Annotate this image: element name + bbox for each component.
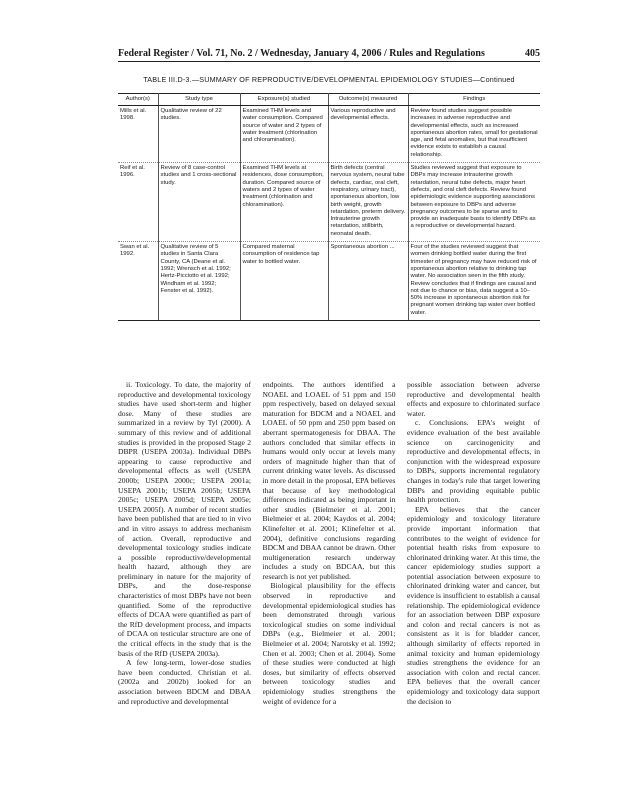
text-column-1: [118, 380, 251, 780]
cell-author: Reif et al. 1996.: [118, 163, 158, 242]
table-row: [118, 242, 540, 321]
page-number: 405: [525, 48, 540, 59]
cell-findings: Review found studies suggest possible increases in adverse reproductive and developmental effects, such as increased spontaneous abortion rates, small for gestational age, and fetal anomalies, but that insufficient evidence exists to establish a causal relationship.: [408, 106, 540, 163]
paragraph: EPA believes that the cancer epidemiology and toxicology literature provide important information that contributes to the weight of evidence for potential health risks from exposure to chlorinated drinking water. At this time, the cancer epidemiology studies support a potential association between exposure to chlorinated drinking water and cancer, but evidence is insufficient to establish a causal relationship. The epidemiological evidence for an association between DBP exposure and colon and rectal cancers is not as consistent as it is for bladder cancer, although similarity of effects reported in animal toxicity and human epidemiology studies strengthens the evidence for an association with colon and rectal cancer. EPA believes that the overall cancer epidemiology and toxicology data support the decision to: [407, 504, 540, 706]
paragraph: possible association between adverse reproductive and developmental health effects and exposure to chlorinated surface water.: [407, 380, 540, 418]
header-text: Federal Register / Vol. 71, No. 2 / Wednesday, January 4, 2006 / Rules and Regulations: [118, 48, 485, 59]
column-header: Study type: [158, 94, 240, 106]
column-header: Author(s): [118, 94, 158, 106]
cell-study-type: Qualitative review of 5 studies in Santa Clara County, CA (Deane et al. 1992; Wrensch et al. 1992; Hertz-Picciotto et al. 1992; Windham et al. 1992; Fenster et al. 1992).: [158, 242, 240, 321]
column-header: Findings: [408, 94, 540, 106]
text-column-3: [407, 380, 540, 780]
paragraph: ii. Toxicology. To date, the majority of reproductive and developmental toxicology studies have used short-term and higher dose. Many of these studies are summarized in a review by Tyl (2000). A summary of this review and of additional studies is provided in the proposed Stage 2 DBPR (USEPA 2003a). Individual DBPs appearing to cause reproductive and developmental effects as well (USEPA 2000b; USEPA 2000c; USEPA 2001a; USEPA 2001b; USEPA 2005b; USEPA 2005c; USEPA 2005d; USEPA 2005e; USEPA 2005f). A number of recent studies have been published that are tied to in vivo and in vitro assays to address mechanism of action. Overall, reproductive and developmental toxicology studies indicate a possible reproductive/developmental health hazard, although they are preliminary in nature for the majority of DBPs, and the dose-response characteristics of most DBPs have not been quantified. Some of the reproductive effects of DCAA were quantified as part of the RfD development process, and impacts of DCAA on testicular structure are one of the critical effects in the study that is the basis of the RfD (USEPA 2003a).: [118, 380, 251, 658]
paragraph: c. Conclusions. EPA's weight of evidence evaluation of the best available science on carcinogenicity and reproductive and developmental effects, in conjunction with the widespread exposure to DBPs, supports incremental regulatory changes in today's rule that target lowering DBPs and providing equitable public health protection.: [407, 418, 540, 505]
cell-outcome: Birth defects (central nervous system, neural tube defects, cardiac, oral cleft, respiratory, urinary tract), spontaneous abortion, low birth weight, growth retardation, preterm delivery. Intrauterine growth retardation, stillbirth, neonatal death.: [328, 163, 408, 242]
cell-exposure: Compared maternal consumption of residence tap water to bottled water.: [240, 242, 328, 321]
cell-author: Swan et al. 1992.: [118, 242, 158, 321]
table-caption: TABLE III.D-3.—SUMMARY OF REPRODUCTIVE/DEVELOPMENTAL EPIDEMIOLOGY STUDIES—Continued: [143, 75, 515, 84]
running-header: [118, 48, 540, 59]
table-header-row: [118, 94, 540, 106]
cell-findings: Four of the studies reviewed suggest that women drinking bottled water during the first trimester of pregnancy may have reduced risk of spontaneous abortion relative to drinking tap water. No association seen in the fifth study. Review concludes that if findings are causal and not due to chance or bias, data suggest a 10–50% increase in spontaneous abortion risk for pregnant women drinking tap water over bottled water.: [408, 242, 540, 321]
column-header: Exposure(s) studied: [240, 94, 328, 106]
column-header: Outcome(s) measured: [328, 94, 408, 106]
cell-study-type: Qualitative review of 22 studies.: [158, 106, 240, 163]
cell-outcome: Various reproductive and developmental effects.: [328, 106, 408, 163]
table-row: [118, 106, 540, 163]
body-text: [118, 380, 540, 780]
paragraph: endpoints. The authors identified a NOAEL and LOAEL of 51 ppm and 150 ppm respectively, based on delayed sexual maturation for BDCM and a NOAEL and LOAEL of 50 ppm and 250 ppm based on aberrant spermatogenesis for DBAA. The authors concluded that similar effects in humans would only occur at levels many orders of magnitude higher than that of current drinking water levels. As discussed in more detail in the proposal, EPA believes that because of key methodological differences indicated as being important in other studies (Bielmeier et al. 2001; Bielmeier et al. 2004; Kaydos et al. 2004; Klinefelter et al. 2001; Klinefelter et al. 2004), definitive conclusions regarding BDCM and DBAA cannot be drawn. Other multigeneration research underway includes a study on BDCAA, but this research is not yet published.: [262, 380, 396, 581]
cell-findings: Studies reviewed suggest that exposure to DBPs may increase intrauterine growth retardation, neural tube defects, major heart defects, and oral cleft defects. Review found epidemiologic evidence supporting associations between exposure to DBPs and adverse pregnancy outcomes to be sparse and to provide an inadequate basis to identify DBPs as a reproductive or developmental hazard.: [408, 163, 540, 242]
cell-outcome: Spontaneous abortion ...: [328, 242, 408, 321]
cell-study-type: Review of 8 case-control studies and 1 cross-sectional study.: [158, 163, 240, 242]
paragraph: Biological plausibility for the effects observed in reproductive and developmental epidemiological studies has been demonstrated through various toxicological studies on some individual DBPs (e.g., Bielmeier et al. 2001; Bielmeier et al. 2004; Narotsky et al. 1992; Chen et al. 2003; Chen et al. 2004). Some of these studies were conducted at high doses, but similarity of effects observed between toxicology studies and epidemiology studies strengthens the weight of evidence for a: [262, 581, 396, 706]
text-column-2: [263, 380, 396, 780]
epidemiology-table: [118, 93, 540, 321]
cell-author: Mills et al. 1998.: [118, 106, 158, 163]
header-rule: [118, 61, 540, 62]
cell-exposure: Examined THM levels at residences, dose consumption, duration. Compared source of waters and 2 types of water treatment (chlorination and chloramination).: [240, 163, 328, 242]
cell-exposure: Examined THM levels and water consumption. Compared source of water and 2 types of water treatment (chlorination and chloramination).: [240, 106, 328, 163]
table-row: [118, 163, 540, 242]
paragraph: A few long-term, lower-dose studies have been conducted. Christian et al. (2002a and 2002b) looked for an association between BDCM and DBAA and reproductive and developmental: [118, 658, 251, 706]
